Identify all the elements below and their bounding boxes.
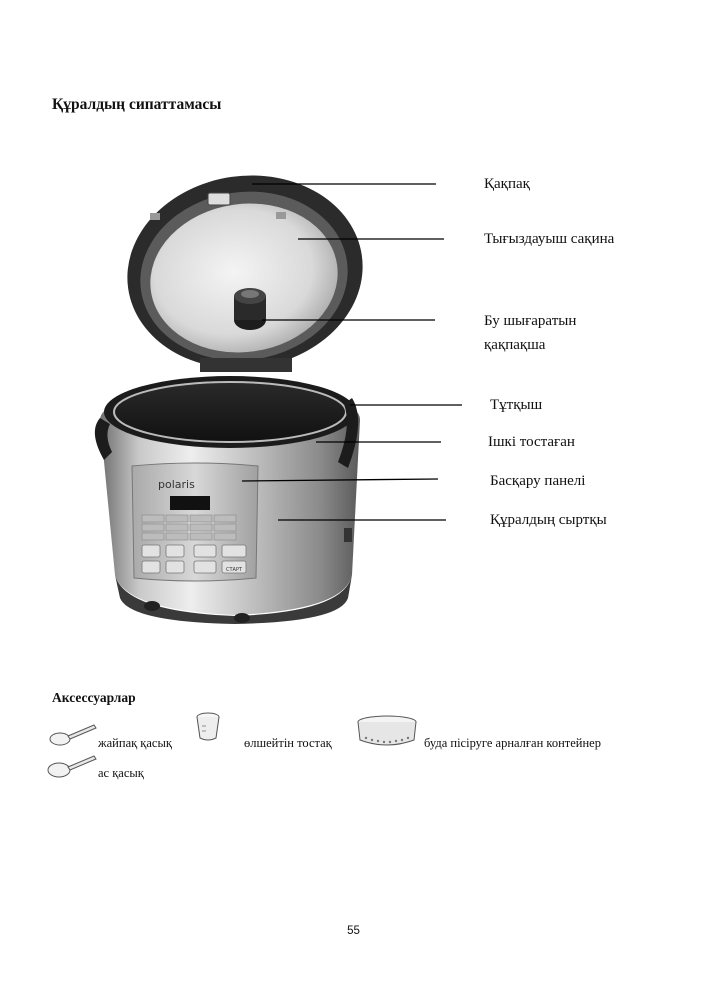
- accessories-title: Аксессуарлар: [52, 690, 136, 705]
- label-panel: Басқару панелі: [490, 473, 586, 489]
- accessory-steam-container-label: буда пісіруге арналған контейнер: [424, 736, 601, 750]
- control-panel: [132, 463, 258, 581]
- label-handle: Тұтқыш: [490, 397, 543, 413]
- label-valve: Бу шығаратын қақпақша: [484, 313, 577, 353]
- steam-container-icon: [356, 714, 418, 750]
- ladle-icon: [46, 752, 98, 780]
- lid: [115, 161, 375, 384]
- steam-valve: [234, 288, 266, 330]
- accessory-flat-spoon-label: жайпақ қасық: [98, 736, 172, 750]
- start-button-label: СТАРТ: [226, 567, 243, 573]
- page-number: 55: [347, 925, 360, 937]
- label-seal: Тығыздауыш сақина: [484, 231, 615, 247]
- label-lid: Қақпақ: [484, 176, 530, 192]
- brand-logo: polaris: [158, 478, 195, 491]
- flat-spoon-icon: [48, 722, 98, 748]
- label-bowl: Ішкі тостаған: [488, 434, 575, 450]
- page-title: Құралдың сипаттамасы: [52, 96, 222, 113]
- label-body: Құралдың сыртқы: [490, 512, 607, 528]
- accessory-ladle-label: ас қасық: [98, 766, 144, 780]
- measuring-cup-icon: [195, 712, 221, 742]
- accessory-measuring-cup-label: өлшейтін тостақ: [244, 736, 332, 750]
